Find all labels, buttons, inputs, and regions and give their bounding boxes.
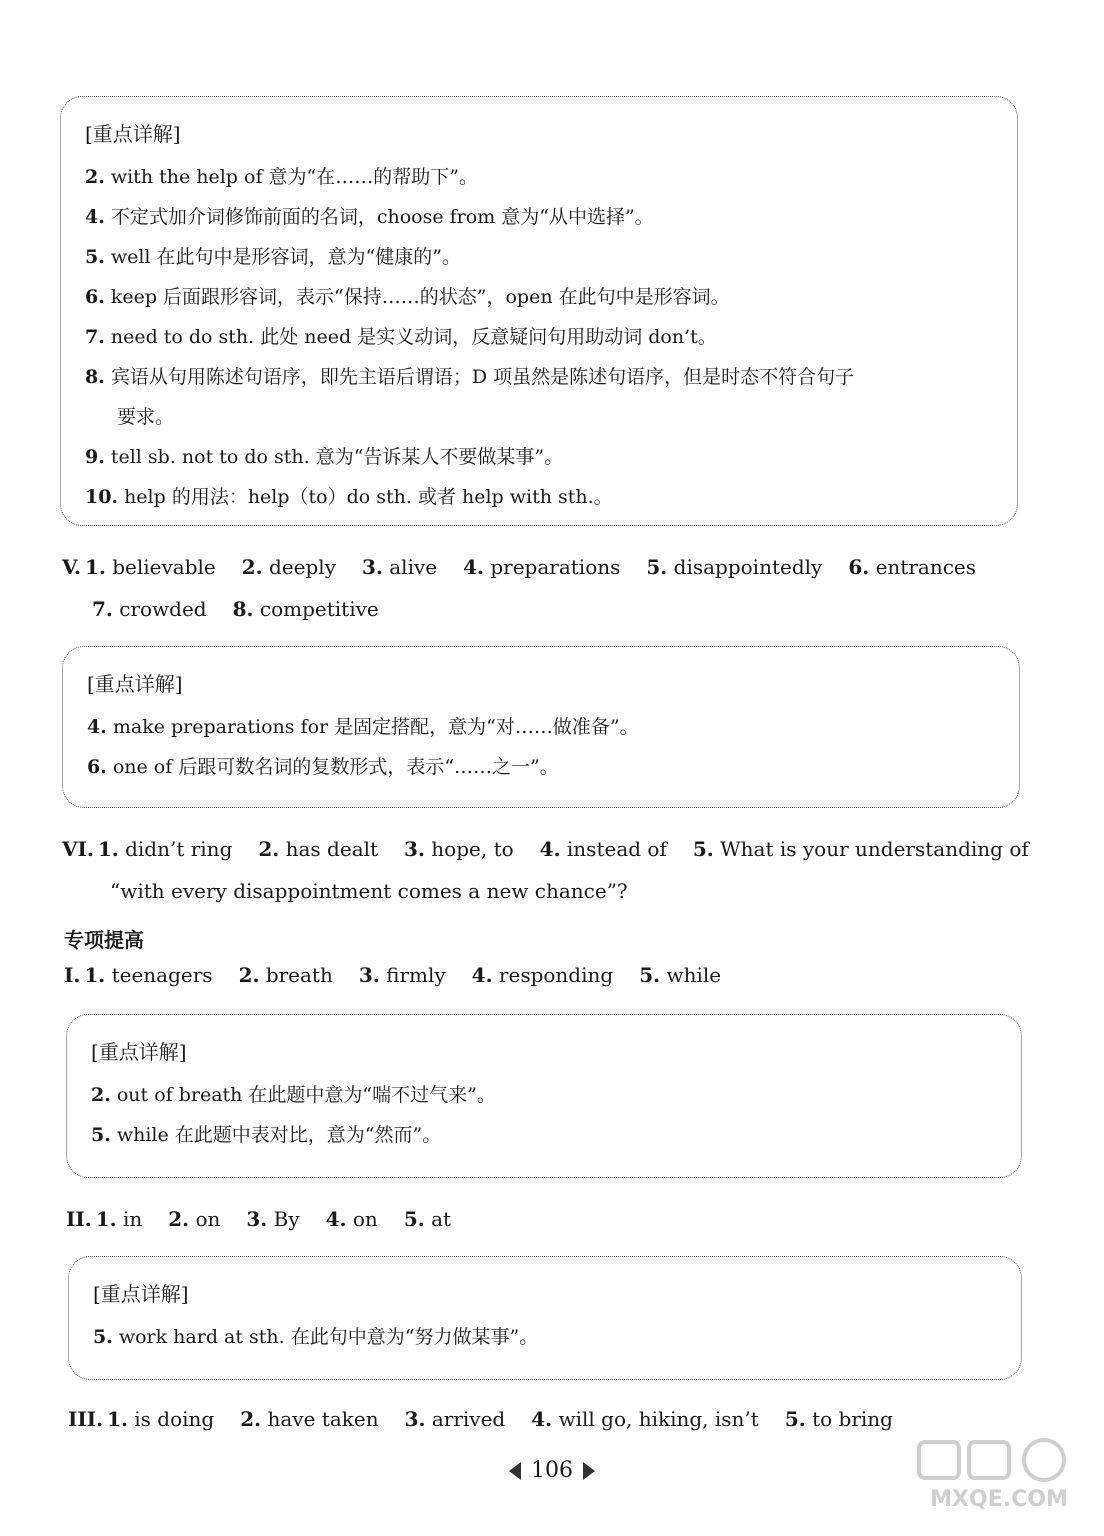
answer-number: 3. <box>404 1407 426 1431</box>
answer-item <box>639 963 721 987</box>
item-number: 7. <box>85 326 105 348</box>
answer-item <box>92 597 207 621</box>
answer-number: 4. <box>463 555 484 579</box>
answer-number: 4. <box>531 1407 553 1431</box>
item-text-continued: 要求。 <box>117 406 175 428</box>
box-title: [重点详解] <box>85 122 181 146</box>
answer-item <box>693 837 1029 861</box>
answer-item <box>404 1207 451 1231</box>
answer-number: 1. <box>95 1207 117 1231</box>
answer-item <box>785 1407 893 1431</box>
key-points-box-3 <box>66 1014 1022 1178</box>
answer-number: 3. <box>246 1207 268 1231</box>
answer-text: is doing <box>134 1407 215 1431</box>
section-i <box>64 954 747 996</box>
answer-item <box>326 1207 378 1231</box>
answer-item <box>96 1207 143 1231</box>
arrow-left-icon <box>509 1462 521 1480</box>
explanation-item <box>85 477 993 517</box>
item-number: 9. <box>85 446 105 468</box>
answer-number: 2. <box>238 963 260 987</box>
item-text: out of breath 在此题中意为“喘不过气来”。 <box>116 1084 496 1106</box>
item-number: 5. <box>85 246 105 268</box>
answer-number: 4. <box>471 963 493 987</box>
explanation-item <box>87 707 995 747</box>
explanation-item <box>91 1115 997 1155</box>
answer-text: entrances <box>875 555 976 579</box>
item-text: work hard at sth. 在此句中意为“努力做某事”。 <box>118 1326 539 1348</box>
answer-text: firmly <box>386 963 446 987</box>
answer-text: didn’t ring <box>125 837 233 861</box>
item-number: 4. <box>85 206 105 228</box>
item-text: 不定式加介词修饰前面的名词，choose from 意为“从中选择”。 <box>110 206 654 228</box>
answer-text: to bring <box>812 1407 893 1431</box>
answer-item <box>405 1407 506 1431</box>
answer-item <box>84 963 212 987</box>
explanation-item <box>85 157 993 197</box>
answer-item <box>240 1407 378 1431</box>
explanation-item <box>85 237 993 277</box>
answer-text: What is your understanding of <box>720 837 1029 861</box>
answer-text: disappointedly <box>673 555 823 579</box>
answer-number: 2. <box>241 555 263 579</box>
answer-item <box>239 963 333 987</box>
section-numeral: I. <box>64 963 81 987</box>
answer-number: 2. <box>258 837 280 861</box>
answer-number: 2. <box>240 1407 262 1431</box>
key-points-box-1 <box>60 96 1018 526</box>
item-text: with the help of 意为“在……的帮助下”。 <box>110 166 478 188</box>
section-numeral: VI. <box>62 837 94 861</box>
answer-text: while <box>666 963 722 987</box>
answer-text: arrived <box>431 1407 506 1431</box>
section-v <box>62 546 1002 630</box>
answer-item <box>242 555 336 579</box>
answer-text: will go, hiking, isn’t <box>558 1407 759 1431</box>
answer-number: 1. <box>107 1407 128 1431</box>
answer-text: breath <box>265 963 333 987</box>
item-text: make preparations for 是固定搭配，意为“对……做准备”。 <box>112 716 639 738</box>
section-iii <box>68 1398 919 1440</box>
answer-item <box>362 555 437 579</box>
answer-number: 2. <box>168 1207 190 1231</box>
box-title: [重点详解] <box>91 1040 187 1064</box>
item-number: 10. <box>85 486 119 508</box>
special-improvement-title: 专项提高 <box>64 928 144 952</box>
explanation-item <box>85 317 993 357</box>
answer-item <box>258 837 378 861</box>
answer-number: 1. <box>97 837 119 861</box>
answer-number: 5. <box>403 1207 425 1231</box>
explanation-item <box>87 747 995 787</box>
answer-item <box>98 837 233 861</box>
explanation-item <box>93 1317 997 1357</box>
answer-number: 8. <box>232 597 254 621</box>
key-points-box-2 <box>62 646 1020 808</box>
answer-item <box>85 555 216 579</box>
answer-item <box>646 555 822 579</box>
explanation-item <box>91 1075 997 1115</box>
answer-item <box>233 597 379 621</box>
answer-text: deeply <box>269 555 336 579</box>
section-numeral: II. <box>66 1207 92 1231</box>
item-text: need to do sth. 此处 need 是实义动词，反意疑问句用助动词 don’t。 <box>110 326 717 348</box>
watermark-text: MXQE.COM <box>930 1487 1068 1512</box>
answer-text: responding <box>498 963 614 987</box>
answer-item <box>404 837 514 861</box>
answer-text: competitive <box>259 597 379 621</box>
answer-number: 6. <box>848 555 870 579</box>
section-vi <box>62 828 1055 912</box>
item-number: 2. <box>85 166 105 188</box>
answer-number: 5. <box>639 963 661 987</box>
answer-row <box>62 828 1055 870</box>
answer-text: believable <box>112 555 216 579</box>
box-items <box>91 1075 997 1155</box>
answer-text: hope, to <box>431 837 514 861</box>
item-text: tell sb. not to do sth. 意为“告诉某人不要做某事”。 <box>110 446 564 468</box>
item-number: 5. <box>93 1326 113 1348</box>
answer-item <box>848 555 976 579</box>
arrow-right-icon <box>583 1462 595 1480</box>
answer-text: preparations <box>490 555 621 579</box>
answer-number: 4. <box>539 837 561 861</box>
item-text: well 在此句中是形容词，意为“健康的”。 <box>110 246 461 268</box>
answer-text: in <box>122 1207 143 1231</box>
answer-item <box>359 963 446 987</box>
section-numeral: III. <box>68 1407 104 1431</box>
answer-number: 5. <box>692 837 714 861</box>
answer-row <box>62 546 1002 588</box>
answer-text: alive <box>389 555 438 579</box>
item-number: 2. <box>91 1084 111 1106</box>
watermark-logo-icon <box>914 1434 1084 1514</box>
answer-number: 3. <box>362 555 383 579</box>
item-number: 8. <box>85 366 105 388</box>
answer-item <box>246 1207 299 1231</box>
answer-item <box>168 1207 220 1231</box>
explanation-item <box>85 357 993 397</box>
box-title: [重点详解] <box>93 1282 189 1306</box>
explanation-item <box>85 437 993 477</box>
box-items <box>85 157 993 517</box>
answer-item <box>472 963 614 987</box>
page-number: 106 <box>531 1458 573 1483</box>
answer-row <box>62 588 1002 630</box>
answer-text: at <box>431 1207 452 1231</box>
answer-number: 1. <box>84 555 106 579</box>
answer-text: on <box>352 1207 378 1231</box>
answer-item <box>531 1407 759 1431</box>
answer-number: 5. <box>784 1407 806 1431</box>
answer-item <box>540 837 667 861</box>
key-points-box-4 <box>68 1256 1022 1380</box>
explanation-item <box>85 277 993 317</box>
item-number: 5. <box>91 1124 111 1146</box>
box-items <box>93 1317 997 1357</box>
answer-number: 7. <box>92 597 113 621</box>
item-text: one of 后跟可数名词的复数形式，表示“……之一”。 <box>112 756 559 778</box>
answer-item <box>463 555 620 579</box>
section-numeral: V. <box>62 555 81 579</box>
answer-text: instead of <box>566 837 667 861</box>
item-text: keep 后面跟形容词，表示“保持……的状态”，open 在此句中是形容词。 <box>110 286 730 308</box>
answer-text: on <box>195 1207 221 1231</box>
answer-text: teenagers <box>111 963 213 987</box>
item-text: help 的用法：help（to）do sth. 或者 help with sth.。 <box>124 486 613 508</box>
box-title: [重点详解] <box>87 672 183 696</box>
answer-number: 1. <box>84 963 106 987</box>
answer-text: have taken <box>267 1407 379 1431</box>
answer-number: 5. <box>646 555 668 579</box>
explanation-item <box>85 197 993 237</box>
box-items <box>87 707 995 787</box>
item-text: 宾语从句用陈述句语序，即先主语后谓语；D 项虽然是陈述句语序，但是时态不符合句子 <box>110 366 855 388</box>
answer-number: 4. <box>325 1207 347 1231</box>
item-number: 6. <box>87 756 107 778</box>
answer-row <box>68 1398 919 1440</box>
item-number: 4. <box>87 716 107 738</box>
answer-number: 3. <box>358 963 380 987</box>
answer-item <box>107 1407 214 1431</box>
item-text: while 在此题中表对比，意为“然而”。 <box>116 1124 442 1146</box>
section-ii <box>66 1198 477 1240</box>
answer-row <box>66 1198 477 1240</box>
answer-text: has dealt <box>285 837 379 861</box>
answer-text: crowded <box>119 597 207 621</box>
answer-row <box>64 954 747 996</box>
answer-row-continued: “with every disappointment comes a new chance”? <box>110 879 628 903</box>
item-number: 6. <box>85 286 105 308</box>
answer-number: 3. <box>404 837 425 861</box>
answer-text: By <box>273 1207 300 1231</box>
